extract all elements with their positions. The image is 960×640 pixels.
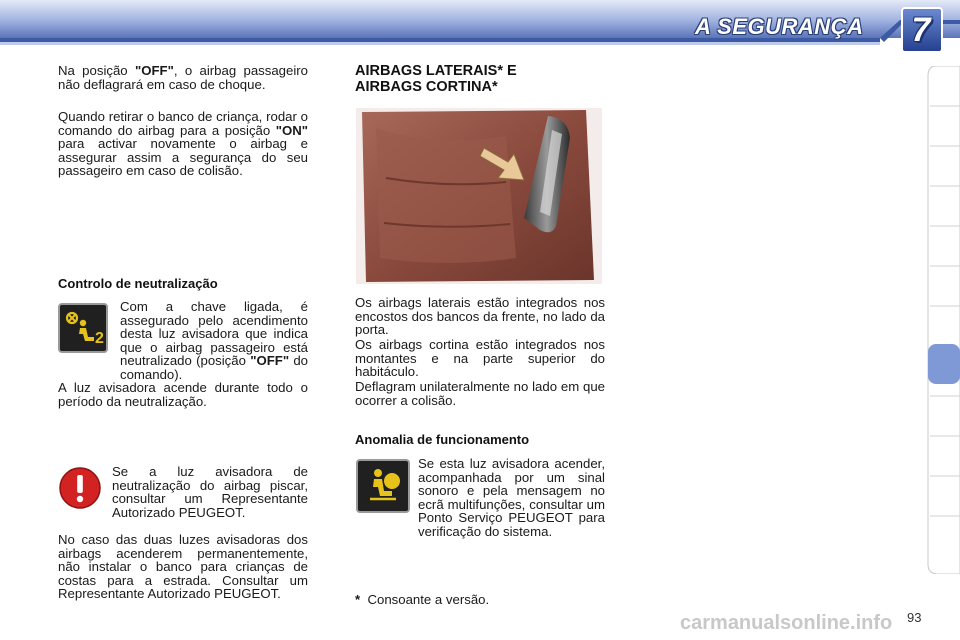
section-title-side-airbags: AIRBAGS LATERAIS* E AIRBAGS CORTINA* (355, 63, 517, 95)
paragraph-side-airbags: Os airbags laterais estão integrados nos encostos dos bancos da frente, no lado da porta. (355, 295, 605, 337)
paragraph-deployment: Deflagram unilateralmente no lado em que ocorrer a colisão. (355, 379, 605, 408)
footnote: * Consoante a versão. (355, 592, 490, 607)
active-chapter-tab (928, 344, 960, 384)
paragraph-both-lights: No caso das duas luzes avisadoras dos airbags acenderem permanentemente, não instalar o banco para crianças de costas para a estrada. Consultar um Representante Autorizado PEUGEOT. (58, 532, 308, 601)
page-number: 93 (907, 610, 922, 625)
chapter-title: A SEGURANÇA (695, 14, 864, 39)
page-header (0, 0, 960, 56)
footnote-star: * (355, 592, 361, 607)
watermark: carmanualsonline.info (680, 612, 893, 634)
section-title-malfunction: Anomalia de funcionamento (355, 432, 530, 447)
chapter-tab-strip (926, 66, 960, 574)
paragraph-malfunction-light: Se esta luz avisadora acender, acompanhada por um sinal sonoro e pela mensagem no ecrã multifunções, consultar um Ponto Serviço PEUGEOT para verificação do sistema. (418, 456, 605, 539)
chapter-number: 7 (911, 11, 931, 49)
paragraph-neutralization-light: Com a chave ligada, é assegurado pelo acendimento desta luz avisadora que indica que o airbag passageiro está neutralizado (posição "OFF" do comando). (120, 299, 308, 382)
paragraph-curtain-airbags: Os airbags cortina estão integrados nos montantes e na parte superior do habitáculo. (355, 337, 605, 379)
paragraph-light-duration: A luz avisadora acende durante todo o período da neutralização. (58, 380, 308, 409)
svg-text:2: 2 (95, 330, 104, 347)
paragraph-off-position: Na posição "OFF", o airbag passageiro não deflagrará em caso de choque. (58, 63, 308, 92)
section-title-neutralization: Controlo de neutralização (58, 276, 218, 291)
paragraph-on-position: Quando retirar o banco de criança, rodar o comando do airbag para a posição "ON" para activar novamente o airbag e assegurar assim a segurança do seu passageiro em caso de colisão. (58, 109, 308, 178)
airbag-warning-icon (356, 459, 410, 513)
paragraph-blinking-light: Se a luz avisadora de neutralização do airbag piscar, consultar um Representante Autorizado PEUGEOT. (112, 464, 308, 520)
seat-photo (356, 108, 602, 284)
airbag-off-warning-icon (58, 303, 108, 353)
exclamation-alert-icon (58, 466, 102, 510)
